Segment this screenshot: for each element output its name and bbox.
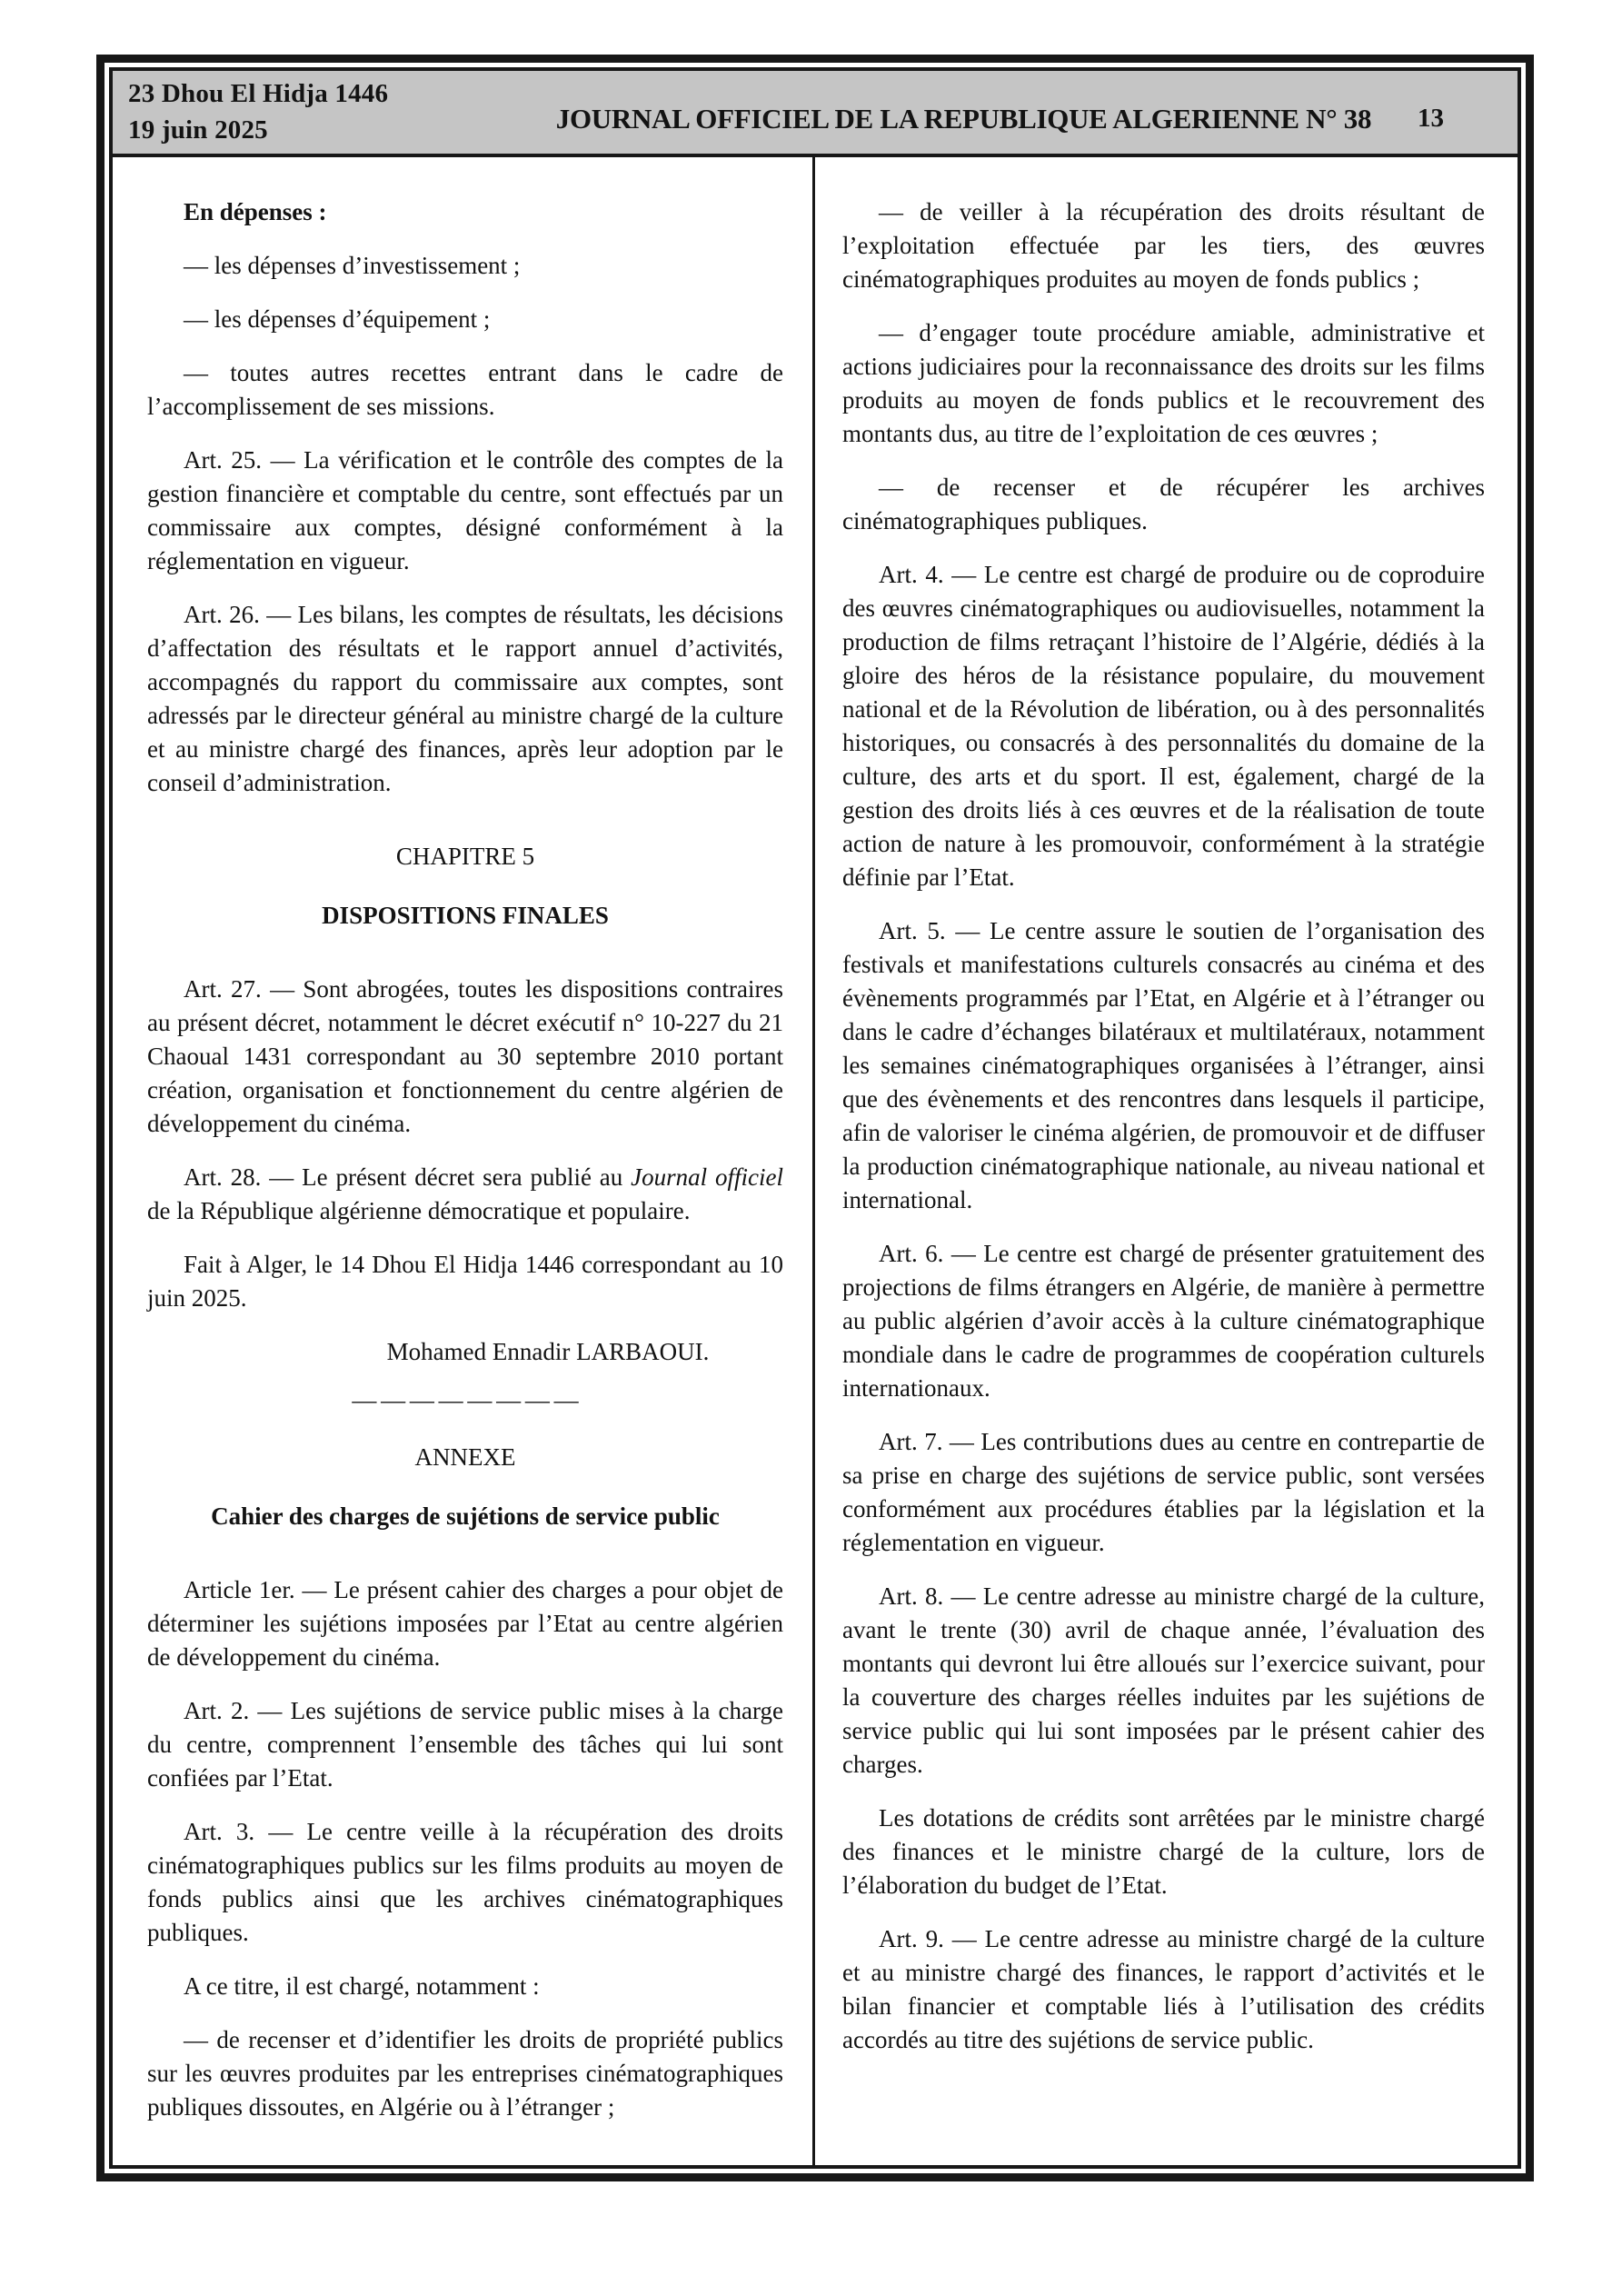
text-run: Article 1er. — Le présent cahier des charges a pour objet de déterminer les sujétions imposées par l’Etat au centre algérien de développement du cinéma. (147, 1576, 783, 1671)
paragraph (147, 1694, 783, 1795)
section-title (147, 899, 783, 933)
paragraph (147, 1815, 783, 1950)
text-run: CHAPITRE 5 (395, 843, 535, 870)
signature (147, 1335, 783, 1369)
text-run: — de recenser et d’identifier les droits de propriété publics sur les œuvres produites par les entreprises cinématographiques publiques dissoutes, en Algérie ou à l’étranger ; (147, 2026, 783, 2121)
text-run: Fait à Alger, le 14 Dhou El Hidja 1446 correspondant au 10 juin 2025. (147, 1251, 783, 1312)
paragraph (842, 1237, 1485, 1405)
text-run: Art. 2. — Les sujétions de service public mises à la charge du centre, comprennent l’ensemble des tâches qui lui sont confiées par l’Etat. (147, 1697, 783, 1792)
text-run: A ce titre, il est chargé, notamment : (184, 1972, 540, 2000)
paragraph (147, 1573, 783, 1674)
header-dates (113, 71, 510, 154)
paragraph (842, 558, 1485, 894)
paragraph (842, 914, 1485, 1217)
text-run: En dépenses : (184, 198, 327, 225)
italic-text: Journal officiel (631, 1163, 783, 1191)
date-gregorian: 19 juin 2025 (128, 115, 268, 145)
text-run: Les dotations de crédits sont arrêtées par le ministre chargé des finances et le ministre chargé de la culture, lors de l’élaboration du budget de l’Etat. (842, 1804, 1485, 1899)
text-run: Art. 7. — Les contributions dues au centre en contrepartie de sa prise en charge des sujétions de service public, sont versées conformément aux procédures établies par la législation et la réglementation en vigueur. (842, 1428, 1485, 1556)
chapter-heading (147, 840, 783, 873)
paragraph (842, 1580, 1485, 1782)
paragraph (147, 1161, 783, 1228)
text-columns (113, 157, 1518, 2165)
paragraph (147, 1970, 783, 2003)
separator-dashes (147, 1383, 783, 1417)
text-run: Art. 27. — Sont abrogées, toutes les dispositions contraires au présent décret, notamment le décret exécutif n° 10-227 du 21 Chaoual 1431 correspondant au 30 septembre 2010 portant création, organisation et fonctionnement du centre algérien de développement du cinéma. (147, 975, 783, 1137)
text-run: — de recenser et de récupérer les archives cinématographiques publiques. (842, 474, 1485, 534)
paragraph (842, 1425, 1485, 1560)
paragraph (147, 598, 783, 800)
center-heading (147, 1441, 783, 1474)
page-number: 13 (1418, 104, 1444, 133)
list-item (147, 356, 783, 424)
page-inner-frame (109, 67, 1521, 2169)
text-run: Art. 3. — Le centre veille à la récupération des droits cinématographiques publics sur les films produits au moyen de fonds publics ainsi que les archives cinématographiques publiques. (147, 1818, 783, 1946)
text-run: — d’engager toute procédure amiable, administrative et actions judiciaires pour la reconnaissance des droits sur les films produits au moyen de fonds publics et le recouvrement des montants dus, au titre de l’exploitation de ces œuvres ; (842, 319, 1485, 447)
right-column (815, 157, 1518, 2165)
text-run: Art. 6. — Le centre est chargé de présenter gratuitement des projections de films étrangers en Algérie, de manière à permettre au public algérien d’avoir accès à la culture cinématographique mondiale dans le cadre de programmes de coopération culturels internationaux. (842, 1240, 1485, 1402)
list-item (842, 316, 1485, 451)
list-item (147, 2023, 783, 2124)
text-run: Art. 4. — Le centre est chargé de produire ou de coproduire des œuvres cinématographiques ou audiovisuelles, notamment la production de films retraçant l’histoire de l’Algérie, dédiés à la gloire des héros de la résistance populaire, du mouvement national et de la Révolution de libération, ou à des personnalités historiques, ou consacrés à des personnalités du domaine de la culture, des arts et du sport. Il est, également, chargé de la gestion des droits liés à ces œuvres et de la réalisation de toute action de nature à les promouvoir, conformément à la stratégie définie par l’Etat. (842, 561, 1485, 891)
list-item (842, 195, 1485, 296)
text-run: — les dépenses d’investissement ; (184, 252, 521, 279)
paragraph (147, 1248, 783, 1315)
text-run: Art. 5. — Le centre assure le soutien de l’organisation des festivals et manifestations culturels consacrés au cinéma et des évènements programmés par l’Etat, en Algérie et à l’étranger ou dans le cadre d’échanges bilatéraux et multilatéraux, notamment les semaines cinématographiques organisées à l’étranger, ainsi que des évènements et des rencontres dans lesquels il participe, afin de valoriser le cinéma algérien, de promouvoir et de diffuser la production cinématographique nationale, au niveau national et international. (842, 917, 1485, 1213)
text-run: — — — — — — — — (352, 1386, 579, 1413)
date-hijri: 23 Dhou El Hidja 1446 (128, 79, 389, 108)
text-run: DISPOSITIONS FINALES (322, 902, 609, 929)
text-run: ANNEXE (414, 1443, 516, 1471)
text-run: — toutes autres recettes entrant dans le cadre de l’accomplissement de ses missions. (147, 359, 783, 420)
page-frame (96, 55, 1534, 2181)
paragraph (842, 1922, 1485, 2057)
list-item (842, 471, 1485, 538)
text-run: Art. 9. — Le centre adresse au ministre chargé de la culture et au ministre chargé des finances, le rapport d’activités et le bilan financier et comptable liés à l’utilisation des crédits accordés au titre des sujétions de service public. (842, 1925, 1485, 2053)
lead-label (147, 195, 783, 229)
text-run: — les dépenses d’équipement ; (184, 305, 491, 333)
text-run: — de veiller à la récupération des droits résultant de l’exploitation effectuée par les tiers, des œuvres cinématographiques produites au moyen de fonds publics ; (842, 198, 1485, 293)
text-run: Art. 25. — La vérification et le contrôle des comptes de la gestion financière et comptable du centre, sont effectués par un commissaire aux comptes, désigné conformément à la réglementation en vigueur. (147, 446, 783, 574)
text-run: Mohamed Ennadir LARBAOUI. (386, 1338, 710, 1365)
list-item (147, 249, 783, 283)
paragraph (842, 1802, 1485, 1902)
text-run: Art. 28. — Le présent décret sera publié au (184, 1163, 632, 1191)
section-title (147, 1500, 783, 1533)
text-run: de la République algérienne démocratique et populaire. (147, 1197, 691, 1224)
header-band (113, 71, 1518, 157)
text-run: Art. 26. — Les bilans, les comptes de résultats, les décisions d’affectation des résultats et le rapport annuel d’activités, accompagnés du rapport du commissaire aux comptes, sont adressés par le directeur général au ministre chargé de la culture et au ministre chargé des finances, après leur adoption par le conseil d’administration. (147, 601, 783, 796)
paragraph (147, 973, 783, 1141)
paragraph (147, 444, 783, 578)
text-run: Cahier des charges de sujétions de service public (211, 1502, 720, 1530)
list-item (147, 303, 783, 336)
left-column (113, 157, 815, 2165)
text-run: Art. 8. — Le centre adresse au ministre chargé de la culture, avant le trente (30) avril de chaque année, l’évaluation des montants qui devront lui être alloués sur l’exercice suivant, pour la couverture des charges réelles induites par les sujétions de service public qui lui sont imposées par le présent cahier des charges. (842, 1582, 1485, 1778)
journal-title: JOURNAL OFFICIEL DE LA REPUBLIQUE ALGERIENNE N° 38 (555, 102, 1372, 135)
